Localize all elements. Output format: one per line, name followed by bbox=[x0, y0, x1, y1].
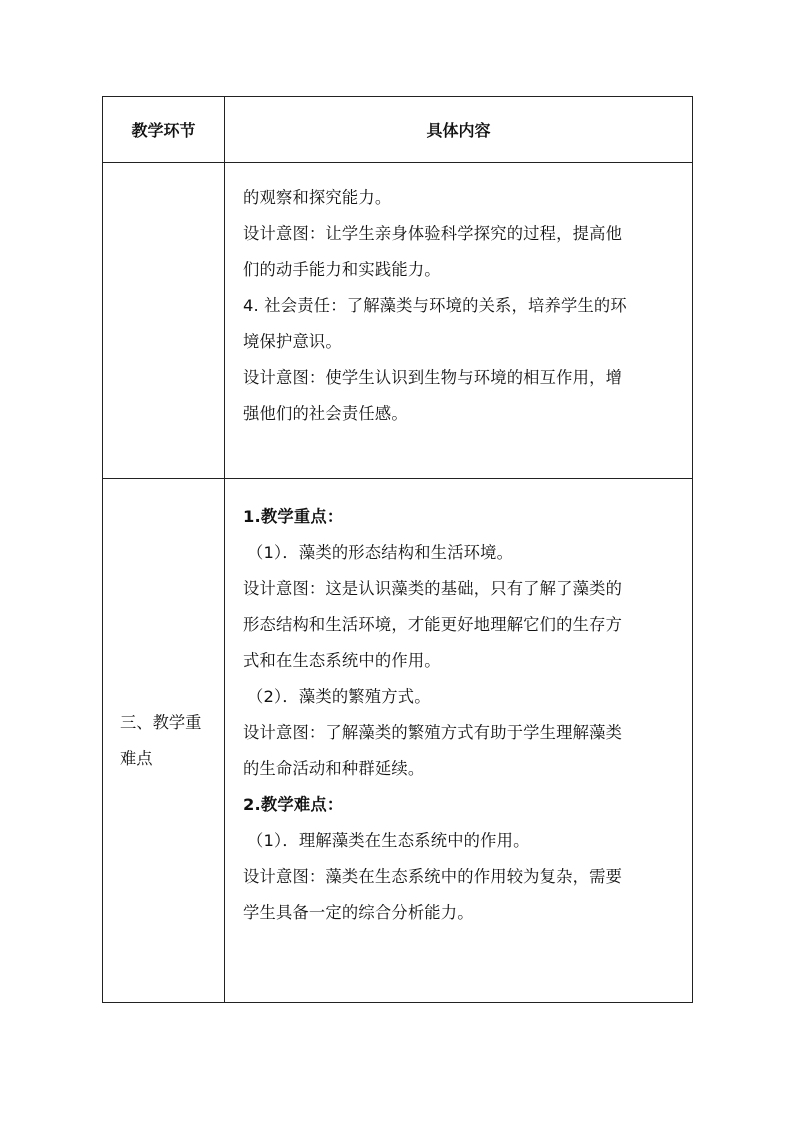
content-line: 强他们的社会责任感。 bbox=[243, 404, 408, 423]
content-line: 的生命活动和种群延续。 bbox=[243, 759, 425, 778]
row2-label-cell bbox=[103, 479, 225, 1003]
content-line: 们的动手能力和实践能力。 bbox=[243, 260, 441, 279]
content-line: 设计意图：了解藻类的繁殖方式有助于学生理解藻类 bbox=[243, 723, 623, 742]
content-line: （1）．理解藻类在生态系统中的作用。 bbox=[247, 831, 530, 850]
content-line: 式和在生态系统中的作用。 bbox=[243, 651, 441, 670]
content-line: 境保护意识。 bbox=[243, 332, 342, 351]
content-line: （2）．藻类的繁殖方式。 bbox=[247, 687, 431, 706]
content-line: （1）．藻类的形态结构和生活环境。 bbox=[247, 543, 514, 562]
content-line: 设计意图：让学生亲身体验科学探究的过程，提高他 bbox=[243, 224, 623, 243]
row2-label-line: 难点 bbox=[120, 748, 153, 768]
table-row bbox=[103, 163, 693, 479]
content-line: 设计意图：藻类在生态系统中的作用较为复杂，需要 bbox=[243, 867, 623, 886]
content-line: 形态结构和生活环境，才能更好地理解它们的生存方 bbox=[243, 615, 623, 634]
content-line: 的观察和探究能力。 bbox=[243, 188, 392, 207]
header-specific-content: 具体内容 bbox=[225, 97, 693, 163]
lesson-plan-table bbox=[102, 96, 693, 1003]
section-heading-difficulties: 2.教学难点： bbox=[243, 795, 344, 814]
content-line: 设计意图：使学生认识到生物与环境的相互作用，增 bbox=[243, 368, 623, 387]
row1-label-cell bbox=[103, 163, 225, 479]
header-teaching-stage: 教学环节 bbox=[103, 97, 225, 163]
table-header-row bbox=[103, 97, 693, 163]
content-line: 设计意图：这是认识藻类的基础，只有了解了藻类的 bbox=[243, 579, 623, 598]
section-heading-key-points: 1.教学重点： bbox=[243, 507, 344, 526]
table-row bbox=[103, 479, 693, 1003]
row2-label-line: 三、教学重 bbox=[120, 712, 202, 732]
row1-content-cell bbox=[225, 163, 693, 479]
row2-content-cell bbox=[225, 479, 693, 1003]
content-line: 学生具备一定的综合分析能力。 bbox=[243, 903, 474, 922]
content-line: 4. 社会责任：了解藻类与环境的关系，培养学生的环 bbox=[243, 296, 627, 315]
